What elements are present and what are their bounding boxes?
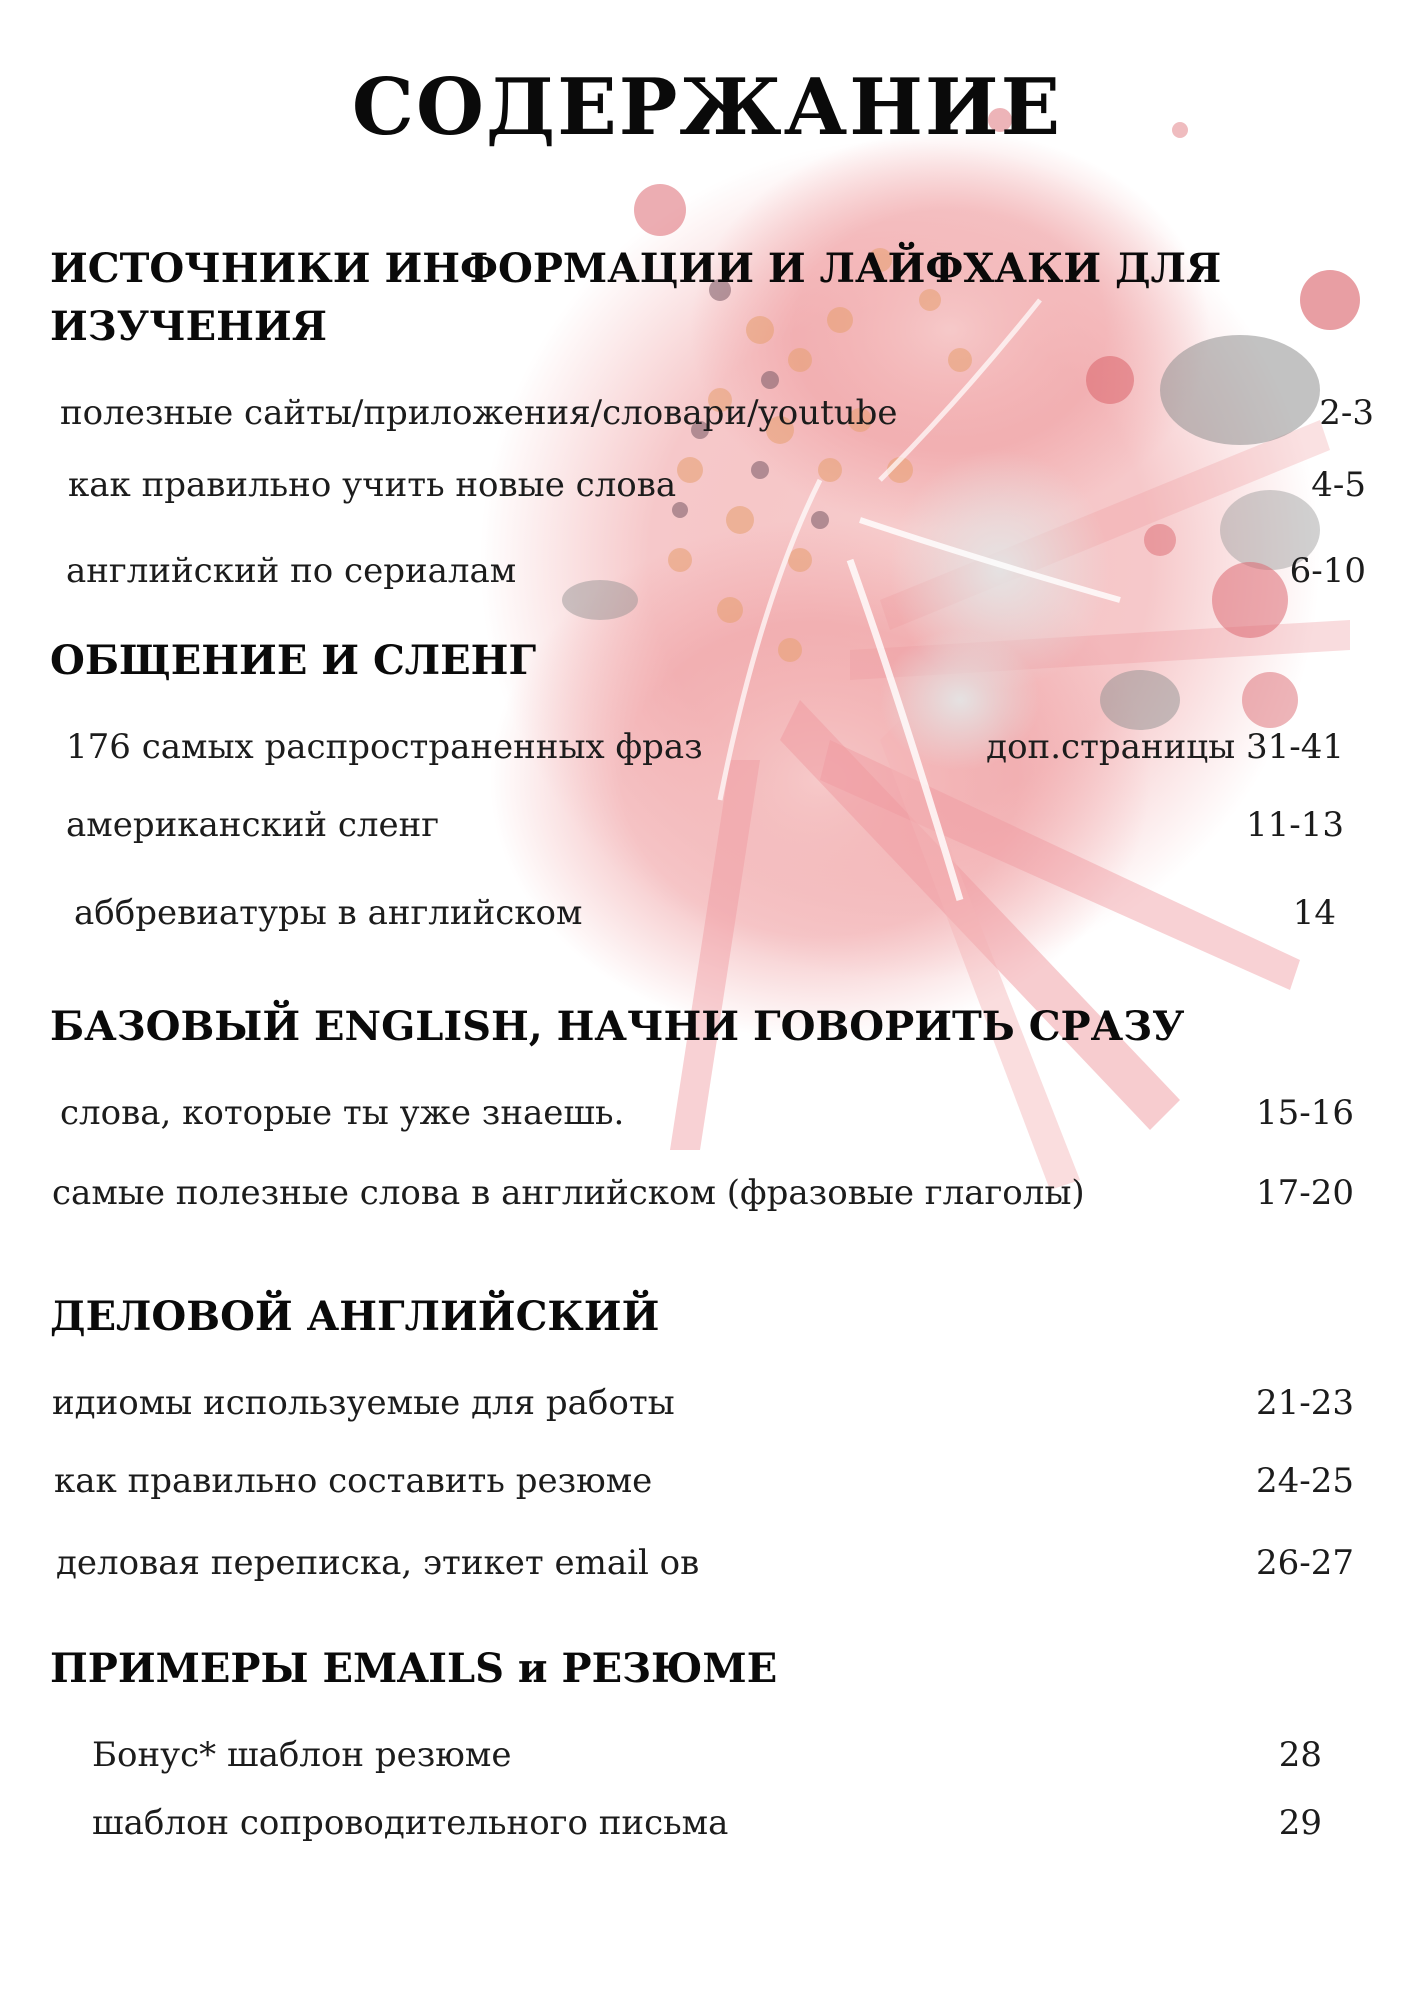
- toc-entry-label: шаблон сопроводительного письма: [92, 1803, 729, 1843]
- section-heading-business-english: ДЕЛОВОЙ АНГЛИЙСКИЙ: [50, 1293, 660, 1340]
- toc-entry[interactable]: [0, 1456, 1414, 1506]
- toc-entry[interactable]: [0, 1538, 1414, 1588]
- toc-entry-pages: 29: [1278, 1803, 1322, 1843]
- toc-entry-label: как правильно учить новые слова: [68, 465, 677, 505]
- section-heading-communication: ОБЩЕНИЕ И СЛЕНГ: [50, 637, 537, 684]
- toc-entry[interactable]: [0, 1798, 1414, 1848]
- toc-entry[interactable]: [0, 1730, 1414, 1780]
- toc-entry-pages: 2-3: [1319, 393, 1374, 433]
- toc-entry-label: полезные сайты/приложения/словари/youtube: [60, 393, 898, 433]
- toc-entry-label: идиомы используемые для работы: [52, 1383, 675, 1423]
- toc-entry-label: американский сленг: [66, 805, 440, 845]
- toc-entry-pages: 4-5: [1311, 465, 1366, 505]
- section-heading-basic-english: БАЗОВЫЙ ENGLISH, НАЧНИ ГОВОРИТЬ СРАЗУ: [50, 1003, 1185, 1050]
- toc-entry-pages: 28: [1278, 1735, 1322, 1775]
- toc-entry-label: 176 самых распространенных фраз: [66, 727, 703, 767]
- toc-entry-label: как правильно составить резюме: [54, 1461, 653, 1501]
- page-title: СОДЕРЖАНИЕ: [351, 62, 1063, 153]
- toc-entry[interactable]: [0, 388, 1414, 438]
- toc-entry[interactable]: [0, 1168, 1414, 1218]
- toc-entry-pages: 15-16: [1255, 1093, 1354, 1133]
- toc-entry[interactable]: [0, 800, 1414, 850]
- toc-entry[interactable]: [0, 460, 1414, 510]
- toc-entry-pages: 17-20: [1255, 1173, 1354, 1213]
- toc-entry-label: самые полезные слова в английском (фразовые глаголы): [52, 1173, 1085, 1213]
- toc-entry-pages: 26-27: [1255, 1543, 1354, 1583]
- toc-entry[interactable]: [0, 546, 1414, 596]
- section-heading-email-examples: ПРИМЕРЫ EMAILS и РЕЗЮМЕ: [50, 1645, 778, 1692]
- toc-entry-label: аббревиатуры в английском: [74, 893, 583, 933]
- toc-entry-pages: 14: [1292, 893, 1336, 933]
- toc-entry-pages: 21-23: [1255, 1383, 1354, 1423]
- toc-entry[interactable]: [0, 1378, 1414, 1428]
- toc-entry-label: деловая переписка, этикет email ов: [56, 1543, 700, 1583]
- toc-entry-pages: 24-25: [1255, 1461, 1354, 1501]
- toc-entry[interactable]: [0, 722, 1414, 772]
- toc-entry-label: слова, которые ты уже знаешь.: [60, 1093, 625, 1133]
- toc-entry[interactable]: [0, 1088, 1414, 1138]
- toc-entry-pages: доп.страницы 31-41: [986, 727, 1344, 767]
- toc-entry-pages: 11-13: [1245, 805, 1344, 845]
- toc-entry-label: английский по сериалам: [66, 551, 517, 591]
- section-heading-sources: ИСТОЧНИКИ ИНФОРМАЦИИ И ЛАЙФХАКИ ДЛЯ ИЗУЧЕНИЯ: [50, 245, 1222, 350]
- toc-entry[interactable]: [0, 888, 1414, 938]
- toc-entry-label: Бонус* шаблон резюме: [92, 1735, 512, 1775]
- toc-entry-pages: 6-10: [1289, 551, 1366, 591]
